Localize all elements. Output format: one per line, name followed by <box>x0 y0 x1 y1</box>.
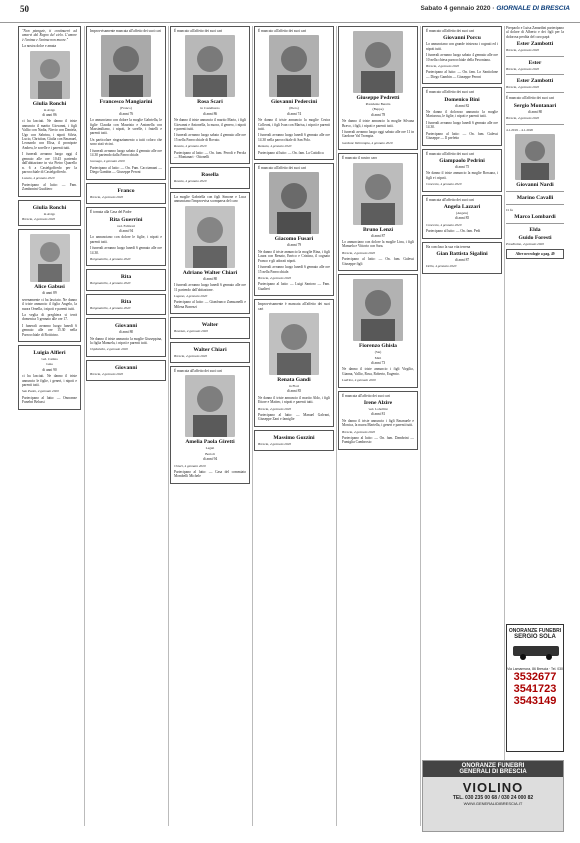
body-text: Ne danno il triste annuncio i figli Emanuele e Monica, la nuora Mariella, i generi e parenti tutti. <box>342 418 414 428</box>
obituary-box <box>86 26 166 180</box>
place-date: Ospitaletto, 4 gennaio 2020 <box>90 347 128 352</box>
obituary-box <box>86 318 166 357</box>
deceased-name: Marino Cavalli <box>516 195 554 202</box>
place-date: Gussago, 4 gennaio 2020 <box>90 159 125 164</box>
obituary-box <box>170 342 250 363</box>
place-date: Brescia, 4 gennaio 2020 <box>342 429 376 434</box>
deceased-name: Guido Foresti <box>518 235 552 242</box>
deceased-sub: Mati <box>374 355 382 360</box>
body-text: Un particolare ringraziamento a tutti coloro che sono stati vicini. <box>90 137 162 147</box>
deceased-age: di anni 86 <box>42 113 57 118</box>
portrait-photo <box>353 163 403 225</box>
deceased-name: Rita Guerrini <box>109 216 143 223</box>
participants: Partecipano al lutto: — Fam. Zambonini Gualtiero <box>22 182 77 192</box>
deceased-age: di anni 94 <box>202 457 218 462</box>
deceased-name: Irene Alzire <box>363 399 393 406</box>
body-text: Ne danno il triste annuncio i figli Virgilio, Gianna, Vallio, Rosa, Roberto, Eugenio. <box>342 367 414 376</box>
deceased-name: Amelia Paola Giretti <box>185 439 235 446</box>
place-date: Dello, 4 gennaio 2020 <box>426 264 457 269</box>
ad-brand: SERGIO SOLA <box>514 634 556 640</box>
place-date: Lodrino, 4 gennaio 2020 <box>342 378 376 383</box>
ad-phone: 3541723 <box>513 683 557 695</box>
participants: Partecipano al lutto: — On. fam. Lo Santiolone — Diego Gambin — Giuseppe Peroni <box>426 70 498 79</box>
deceased-name: Giovanni <box>114 323 138 330</box>
deceased-name: Walter Chiari <box>193 346 227 353</box>
body-text: È mancata all'affetto dei suoi cari <box>342 393 390 398</box>
deceased-name: Massimo Gozzini <box>273 434 315 441</box>
deceased-name: Franco <box>117 187 135 194</box>
body-text: È mancato all'affetto dei suoi cari <box>174 29 223 33</box>
ad2-phone: TEL. 030 235 00 68 / 030 24 000 82 <box>452 795 534 801</box>
body-text: Ne danno il triste annuncio la moglie Giuseppina, la figlia Manuela, i nipoti e parenti tutti. <box>90 336 162 345</box>
obituary-box <box>254 299 334 427</box>
obituary-box <box>170 366 250 484</box>
body-text: I funerali avranno luogo oggi sabato alle ore 11 in Gardone Val Trompia. <box>342 130 414 139</box>
deceased-sub: ved. Cattina <box>41 357 58 361</box>
body-text: La moglie Gabriella con figli Simone e Luca annunciano l'improvvisa scomparsa del caro <box>174 194 246 204</box>
deceased-name: Bruno Lenzi <box>363 226 393 233</box>
deceased-sub: (Franco) <box>120 106 132 111</box>
portrait-photo <box>353 31 403 93</box>
deceased-name: Rosella <box>201 172 219 179</box>
body-text: Lo annunciano con dolore la moglie Lina, i figli Manuela e Vittorio con Sara. <box>342 240 414 249</box>
ad-title: ONORANZE FUNEBRI <box>508 628 562 634</box>
obituary-box <box>18 26 81 197</box>
portrait-photo <box>269 172 319 234</box>
ad2-web: WWW.GENERALIDIBRESCIA.IT <box>463 801 523 806</box>
place-date: Bovezzo, 4 gennaio 2020 <box>174 329 208 334</box>
participants: Partecipano al lutto: — Manuel Galvani, Giuseppe Zani e famiglie <box>258 412 330 422</box>
place-date: Brescia, 4 gennaio 2020 <box>342 250 376 255</box>
deceased-name: Renata Gandi <box>277 376 311 383</box>
deceased-name: Luigia Alfieri <box>33 350 66 356</box>
deceased-sub: Bertoli <box>205 451 215 456</box>
deceased-age: di anni 79 <box>286 243 302 248</box>
place-date: Brescia, 4 gennaio 2020 <box>90 371 124 376</box>
deceased-age: di anni 74 <box>286 111 302 116</box>
place-date: Lugano, 4 gennaio 2020 <box>174 293 208 298</box>
body-text: Improvvisamente è mancata all'affetto dei suoi cari <box>258 302 330 311</box>
participants: Partecipano al lutto: — On. fam. Galessi Giuseppe figli <box>342 257 414 266</box>
deceased-name: Francesco Mangiarini <box>99 99 153 106</box>
ad-phone: 3543149 <box>513 695 557 707</box>
deceased-name: Giovanni Pedercini <box>270 99 318 106</box>
deceased-age: di anni 80 <box>202 276 218 281</box>
obituary-box <box>254 163 334 296</box>
place-date: Rovato, 4 gennaio 2020 <box>174 179 207 184</box>
deceased-name: Giovanni <box>114 364 138 371</box>
participants: Partecipano al lutto: — On. fam. Galessi Giuseppe — Il prefetto <box>426 131 498 141</box>
poem-sig: La nostra dolce e amata <box>22 44 57 49</box>
anniversary-dates: 4.1.2019 – 4.1.2020 <box>506 127 534 132</box>
body-text: ci ha lasciati. Ne danno il triste annuncio le figlie, i generi, i nipoti e parenti tutti. <box>22 374 77 388</box>
deceased-age: di anni 90 <box>42 367 57 372</box>
ad2-top <box>423 761 563 777</box>
deceased-age: di anni 87 <box>454 257 470 262</box>
ad2-top-line1: ONORANZE FUNEBRI <box>461 763 525 769</box>
portrait-photo <box>185 206 235 268</box>
body-text: serenamente ci ha lasciato. Ne danno il triste annuncio il figlio Angelo, la nuora Ornella, i nipoti e parenti tutti. <box>22 297 77 311</box>
body-text: Ne danno il triste annuncio il marito Mario, i figli Giovanni e Antonella, la nuora, il genero, i nipoti e parenti tutti. <box>174 118 246 132</box>
funeral-services-ad <box>422 760 564 832</box>
deceased-name: Giulia Ronchi <box>32 100 67 107</box>
place-date: Brescia, 4 gennaio 2020 <box>258 406 292 411</box>
place-date: Borgosatollo, 4 gennaio 2020 <box>90 281 131 286</box>
body-text: Lo annunciano con dolore le figlie, i nipoti e parenti tutti. <box>90 235 162 244</box>
deceased-name: Giacomo Fusari <box>274 236 314 243</box>
portrait-photo <box>101 35 151 97</box>
obituary-box <box>86 294 166 315</box>
deceased-name: Fiorenzo Ghisla <box>359 343 397 350</box>
obituary-box <box>422 149 502 192</box>
body-text: È mancato all'affetto dei suoi cari <box>426 90 475 95</box>
deceased-name: Angela Lazzari <box>443 203 481 210</box>
deceased-age: di anni 76 <box>118 111 134 116</box>
ad-phone: 3532677 <box>513 671 557 683</box>
place-date: Gardone Valtrompia, 4 gennaio 2020 <box>342 140 393 145</box>
body-text: I funerali avranno luogo lunedì 6 gennaio alle ore 15 nella Parrocchiale. <box>258 265 330 274</box>
deceased-age: di anni 80 <box>118 330 134 335</box>
obituary-box <box>18 200 81 227</box>
portrait-photo <box>30 51 70 99</box>
hearse-icon <box>507 640 565 662</box>
deceased-sub: in Flori <box>288 383 300 388</box>
ad-address: Via Lamarmora, 86 Brescia · Tel. 030 <box>507 667 563 671</box>
portrait-photo <box>30 234 70 282</box>
obituary-box <box>338 26 418 150</box>
deceased-name: Adriano Walter Chiari <box>182 269 238 276</box>
body-text: I funerali avranno luogo lunedì 6 gennaio alle ore 14.30 nella parrocchiale di San Polo. <box>258 133 330 142</box>
place-date: Brescia, 4 gennaio 2020 <box>506 85 540 90</box>
body-text: È mancato all'affetto dei suoi cari <box>426 151 475 156</box>
place-date: Brescia, 4 gennaio 2020 <box>258 275 292 280</box>
deceased-name: Giampaolo Pedrini <box>439 157 485 164</box>
portrait-photo <box>269 35 319 97</box>
place-date: San Paolo, 4 gennaio 2020 <box>22 389 59 394</box>
body-text: I funerali avranno luogo lunedì 6 gennaio alle ore 15.30 nella Parrocchiale di Botticino. <box>22 323 77 337</box>
obituary-box <box>338 391 418 450</box>
deceased-age: di anni 85 <box>286 389 302 394</box>
deceased-age: di anni 73 <box>370 360 386 365</box>
participants: Partecipano al lutto: — Gianfranco Zamuanelli e Milena Bonezzi <box>174 300 246 309</box>
place-date: Lonato, 4 gennaio 2020 <box>22 176 55 181</box>
column-4 <box>254 26 334 826</box>
deceased-name: Marco Lombardi <box>514 214 556 221</box>
place-date: Rezzato, 4 gennaio 2020 <box>258 144 292 149</box>
body-text: I funerali avranno luogo sabato 4 gennaio alle ore 15 nella Parrocchiale di Rovato. <box>174 133 246 142</box>
deceased-sub: Presidente Beretta <box>365 102 391 106</box>
deceased-name: Ester <box>528 59 542 66</box>
ad2-brand: VIOLINO <box>462 780 524 795</box>
place-date: Concesio, 4 gennaio 2020 <box>426 222 462 227</box>
page-number: 50 <box>20 4 29 14</box>
deceased-name: Giovanni Porcu <box>443 35 481 42</box>
participants: Partecipano al lutto: — Onoranze Funebri Belussi <box>22 395 77 405</box>
obituary-box <box>338 153 418 271</box>
deceased-name: Gian Battista Sigalini <box>436 250 488 257</box>
deceased-name: Ester Zambotti <box>516 78 554 85</box>
place-date: Brescia, 4 gennaio 2020 <box>90 194 124 199</box>
portrait-photo <box>269 313 319 375</box>
deceased-sub: ved. Fabbrari <box>116 223 136 228</box>
obituary-box <box>422 87 502 145</box>
place-date: Brescia, 4 gennaio 2020 <box>506 66 540 71</box>
place-date: Brescia, 4 gennaio 2020 <box>426 64 460 69</box>
place-date: Brescia, 4 gennaio 2020 <box>22 216 56 221</box>
body-text: Ne danno il triste annuncio la moglie Rina, i figli Laura con Renato, Enrico e Cristina, il cognato Franco e gli adorati nipoti. <box>258 249 330 263</box>
deceased-sub: (Ste) <box>374 350 382 355</box>
place-date: Borgosatollo, 4 gennaio 2020 <box>90 256 131 261</box>
body-text: I funerali avranno luogo sabato 4 gennaio alle ore 10 nella chiesa parrocchiale della Pavoniana. <box>426 53 498 62</box>
obituary-box <box>86 183 166 204</box>
body-text: Ne danno il doloroso annuncio la moglie Mariarosa, le figlie, i nipoti e parenti tutti. <box>426 110 498 119</box>
deceased-name: Ester Zambotti <box>516 41 554 48</box>
participants: Partecipano al lutto: — Luigi Santoro — Fam. Gualteri <box>258 282 330 291</box>
column-7 <box>506 26 564 621</box>
body-text: È mancato all'affetto dei suoi cari <box>426 29 475 33</box>
deceased-sub: in Avigo <box>43 211 56 216</box>
body-text: È tornata alla Casa del Padre <box>90 210 132 215</box>
deceased-age: di anni 80 <box>527 109 543 114</box>
obituary-box <box>338 274 418 387</box>
body-text: I funerali avranno luogo lunedì 6 gennaio alle ore 11 partendo dall'abitazione. <box>174 283 246 292</box>
body-text: È mancato all'affetto dei suoi cari <box>258 29 307 33</box>
obituary-box <box>86 207 166 266</box>
participants: Partecipano al lutto: — Casa del commiato Mombelli Michele <box>174 469 246 479</box>
page-header <box>0 0 580 23</box>
place-date: Brescia, 4 gennaio 2020 <box>506 48 540 53</box>
ad2-top-line2: GENERALI DI BRESCIA <box>459 769 527 775</box>
header-paper: GIORNALE DI BRESCIA <box>496 5 570 12</box>
obituary-box <box>170 192 250 314</box>
obituary-box <box>254 26 334 160</box>
obituary-box <box>254 430 334 451</box>
deceased-name: Rita <box>120 274 132 281</box>
header-date-paper: Sabato 4 gennaio 2020 · GIORNALE DI BRESCIA <box>420 5 570 12</box>
place-date: Brescia, 4 gennaio 2020 <box>506 116 540 121</box>
column-2 <box>86 26 166 826</box>
body-text: Ha concluso la sua vita terrena <box>426 244 471 249</box>
deceased-name: Giulia Ronchi <box>32 204 67 211</box>
participants: Partecipano al lutto: — On. fam. Perodi e Perola — Montanari · Ottonelli <box>174 150 246 160</box>
obituary-box <box>18 229 81 342</box>
deceased-sub: (Piero) <box>289 106 299 111</box>
header-date: Sabato 4 gennaio 2020 <box>420 5 491 12</box>
body-text: Ne danno il triste annuncio la moglie Rossana, i figli e i nipoti. <box>426 171 498 180</box>
deceased-name: Elda <box>529 227 541 234</box>
deceased-age: di anni 78 <box>370 112 386 117</box>
place-date: Brescia, 4 gennaio 2020 <box>258 441 292 446</box>
column-1 <box>18 26 81 826</box>
column-3 <box>170 26 250 826</box>
deceased-name: Rosa Scari <box>197 99 223 106</box>
deceased-sub: (Beppe) <box>372 107 384 112</box>
body-text: Pierpaolo e Luisa Zanardini partecipano al dolore di Alberto e dei figli per la dolorosa perdita del caro papà <box>506 26 564 39</box>
body-text: È mancato il nostro caro <box>342 156 378 161</box>
participants: Partecipano al lutto: — On. fam. La Cattolica <box>258 150 324 155</box>
obituary-box <box>422 195 502 239</box>
body-text: Lo annunciano con dolore la moglie Gabriella, le figlie Claudia con Maurizio e Antonella con Massimiliano, i nipoti, le sorelle, i fratelli e parenti tutti. <box>90 118 162 136</box>
obituary-box <box>422 26 502 84</box>
obituary-box <box>170 317 250 338</box>
deceased-age: di anni 89 <box>42 291 57 296</box>
body-text: Ne danno il triste annuncio la moglie Cesira Colleoni, i figli Ivan con Marisa, i nipoti e parenti tutti. <box>258 118 330 132</box>
deceased-sub: in Avigo <box>43 107 56 112</box>
participants: Partecipano al lutto: — On. fam. Dambrini — Famiglia Cambrosio <box>342 435 414 445</box>
body-text: I funerali avranno luogo lunedì 6 gennaio alle ore 14.30. <box>426 120 498 130</box>
deceased-age: di anni 94 <box>118 228 134 233</box>
poem-text: "Non piangete, ti continuerò ad amarvi dal Regno del cielo. L'amore è l'anima e l'anima non muore." <box>22 29 77 42</box>
deceased-name: Alice Gabusi <box>34 284 65 291</box>
more-obituaries-note: Altre necrologie a pag. 49 <box>506 249 564 259</box>
obituary-box <box>170 167 250 188</box>
deceased-name: Giuseppe Pedretti <box>356 95 400 101</box>
obituary-box <box>18 345 81 410</box>
body-text: I funerali avranno luogo lunedì 6 gennaio alle ore 14.30. <box>90 246 162 255</box>
place-date: Brescia, 4 gennaio 2020 <box>174 353 208 358</box>
deceased-sub: in Castelluzzo <box>200 106 220 111</box>
obituary-box <box>86 360 166 381</box>
body-text: Ne danno il triste annuncio il marito Aldo, i figli Ettore e Matteo, i nipoti e parenti tutti. <box>258 395 330 405</box>
portrait-photo <box>515 134 555 180</box>
deceased-age: di anni 75 <box>454 164 470 169</box>
body-text: Improvvisamente mancata all'affetto dei suoi cari <box>90 29 161 33</box>
body-text: Lo annunciano con grande tristezza i cognati ed i nipoti tutti. <box>426 42 498 51</box>
body-text: I funerali avranno luogo sabato 4 gennaio alle ore 14.30 partendo dalla Parrocchiale. <box>90 148 162 158</box>
portrait-photo <box>185 375 235 437</box>
column-6 <box>422 26 502 756</box>
deceased-age: di anni 81 <box>370 412 386 417</box>
deceased-age: di anni 82 <box>454 103 470 108</box>
place-date: Concesio, 4 gennaio 2020 <box>426 182 462 187</box>
place-date: Borgosatollo, 4 gennaio 2020 <box>90 305 131 310</box>
place-date: Rovato, 4 gennaio 2020 <box>174 144 207 149</box>
deceased-name: Giovanni Nardi <box>516 182 554 189</box>
body-text: È mancata all'affetto dei suoi cari <box>426 197 474 202</box>
deceased-sub: (Angela) <box>455 210 469 215</box>
funeral-home-ad <box>506 624 564 752</box>
body-text: È mancato all'affetto dei suoi cari <box>506 96 555 101</box>
body-text: È mancato all'affetto dei suoi cari <box>258 166 307 171</box>
obituary-box <box>170 26 250 164</box>
body-text: Ci fu <box>506 208 513 213</box>
deceased-age: di anni 87 <box>370 233 386 238</box>
body-text: È mancata all'affetto dei suoi cari <box>174 368 222 373</box>
deceased-name: Domenico Bini <box>444 96 480 103</box>
portrait-photo <box>185 35 235 97</box>
obituary-box <box>422 242 502 274</box>
portrait-photo <box>353 279 403 341</box>
deceased-age: di anni 85 <box>454 216 470 221</box>
participants: Partecipano al lutto: — On. fam. Pedi <box>426 229 481 234</box>
place-date: Prealboino, 4 gennaio 2020 <box>506 242 544 247</box>
deceased-name: Rita <box>120 298 132 305</box>
deceased-age: di anni 86 <box>202 111 218 116</box>
deceased-sub: Gina <box>46 362 53 367</box>
participants: Partecipano al lutto: — On. Fam. Cacciamani — Diego Gambin — Giuseppe Peroni <box>90 165 162 175</box>
body-text: ci ha lasciati. Ne danno il triste annuncio il marito Giovanni, i figli Vallio con Nadia, Nirvio con Daniela, Ugo con Sabrina, i nipoti Silvia, Lucio, Christian, Giulia con Emanuel, Leonardo con Elisa, il pronipote Andrea, le sorelle e i parenti tutti. <box>22 119 77 150</box>
obituary-box <box>86 269 166 290</box>
deceased-sub: Legati <box>205 446 215 451</box>
deceased-name: Sergio Montanari <box>513 102 557 109</box>
column-5 <box>338 26 418 826</box>
body-text: La veglia di preghiera si terrà domenica 5 gennaio alle ore 17. <box>22 312 77 322</box>
body-text: I funerali avranno luogo oggi 4 gennaio alle ore 10.45 partendo dall'abitazione in via Pietro Quarello n. 6 a Castelgoffredo per la parrocchiale di Castelgoffredo. <box>22 152 77 174</box>
body-text: Ne danno il triste annuncio la moglie Silvana Bravo, i figli, i nipoti e parenti tutti. <box>342 119 414 128</box>
deceased-name: Walter <box>201 322 219 329</box>
deceased-sub: ved. Lobellini <box>368 406 388 411</box>
place-date: Chiari, 4 gennaio 2020 <box>174 463 206 468</box>
